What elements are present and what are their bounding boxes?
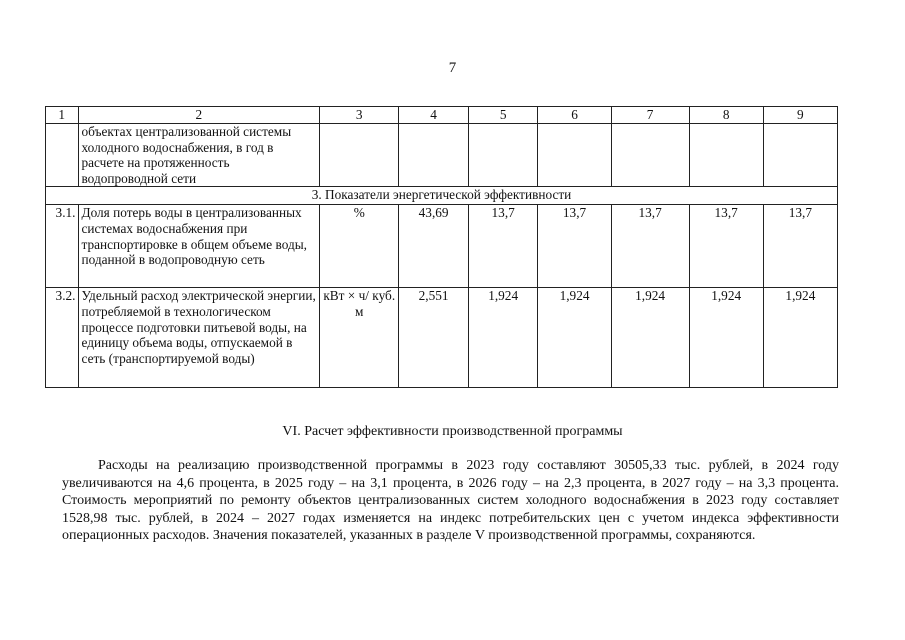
unit-cell: кВт × ч/ куб. м [320, 288, 399, 388]
value-cell: 13,7 [538, 205, 611, 288]
table-cell [689, 124, 763, 187]
row-number-cell: 3.2. [46, 288, 79, 388]
value-cell: 13,7 [763, 205, 837, 288]
table-cell [611, 124, 689, 187]
indicator-name-cell: Удельный расход электрической энергии, потребляемой в технологическом процессе подготовки питьевой воды, на единицу объема воды, отпускаемой в сеть (транспортируемой воды) [78, 288, 320, 388]
value-cell: 43,69 [399, 205, 469, 288]
value-cell: 13,7 [468, 205, 538, 288]
indicator-name-cell: объектах централизованной системы холодного водоснабжения, в год в расчете на протяженность водопроводной сети [78, 124, 320, 187]
table-cell [468, 124, 538, 187]
header-cell: 5 [468, 107, 538, 124]
table-cell [399, 124, 469, 187]
table-cell [538, 124, 611, 187]
header-cell: 3 [320, 107, 399, 124]
value-cell: 2,551 [399, 288, 469, 388]
value-cell: 1,924 [763, 288, 837, 388]
value-cell: 1,924 [538, 288, 611, 388]
value-cell: 1,924 [611, 288, 689, 388]
table-section-row [46, 187, 838, 205]
page-number: 7 [448, 60, 457, 76]
row-number-cell: 3.1. [46, 205, 79, 288]
value-cell: 1,924 [468, 288, 538, 388]
table-header-row [46, 107, 838, 124]
unit-cell: % [320, 205, 399, 288]
section-title-cell: 3. Показатели энергетической эффективности [46, 187, 838, 205]
header-cell: 4 [399, 107, 469, 124]
header-cell: 9 [763, 107, 837, 124]
header-cell: 2 [78, 107, 320, 124]
header-cell: 8 [689, 107, 763, 124]
section-heading: VI. Расчет эффективности производственной программы [282, 424, 623, 439]
table-row-continued [46, 124, 838, 187]
table-cell [763, 124, 837, 187]
header-cell: 1 [46, 107, 79, 124]
indicator-name-cell: Доля потерь воды в централизованных системах водоснабжения при транспортировке в общем объеме воды, поданной в водопроводную сеть [78, 205, 320, 288]
value-cell: 1,924 [689, 288, 763, 388]
table-cell [320, 124, 399, 187]
indicators-table [45, 106, 838, 388]
header-cell: 7 [611, 107, 689, 124]
header-cell: 6 [538, 107, 611, 124]
value-cell: 13,7 [611, 205, 689, 288]
table-cell [46, 124, 79, 187]
table-row [46, 205, 838, 288]
value-cell: 13,7 [689, 205, 763, 288]
body-paragraph: Расходы на реализацию производственной программы в 2023 году составляют 30505,33 тыс. рублей, в 2024 году увеличиваются на 4,6 процента, в 2025 году – на 3,1 процента, в 2026 году – на 2,3 процента, в 2027 году – на 3,3 процента. Стоимость мероприятий по ремонту объектов централизованных систем холодного водоснабжения в 2023 году составляет 1528,98 тыс. рублей, в 2024 – 2027 годах изменяется на индекс потребительских цен с учетом индекса эффективности операционных расходов. Значения показателей, указанных в разделе V производственной программы, сохраняются. [62, 458, 839, 543]
table-row [46, 288, 838, 388]
